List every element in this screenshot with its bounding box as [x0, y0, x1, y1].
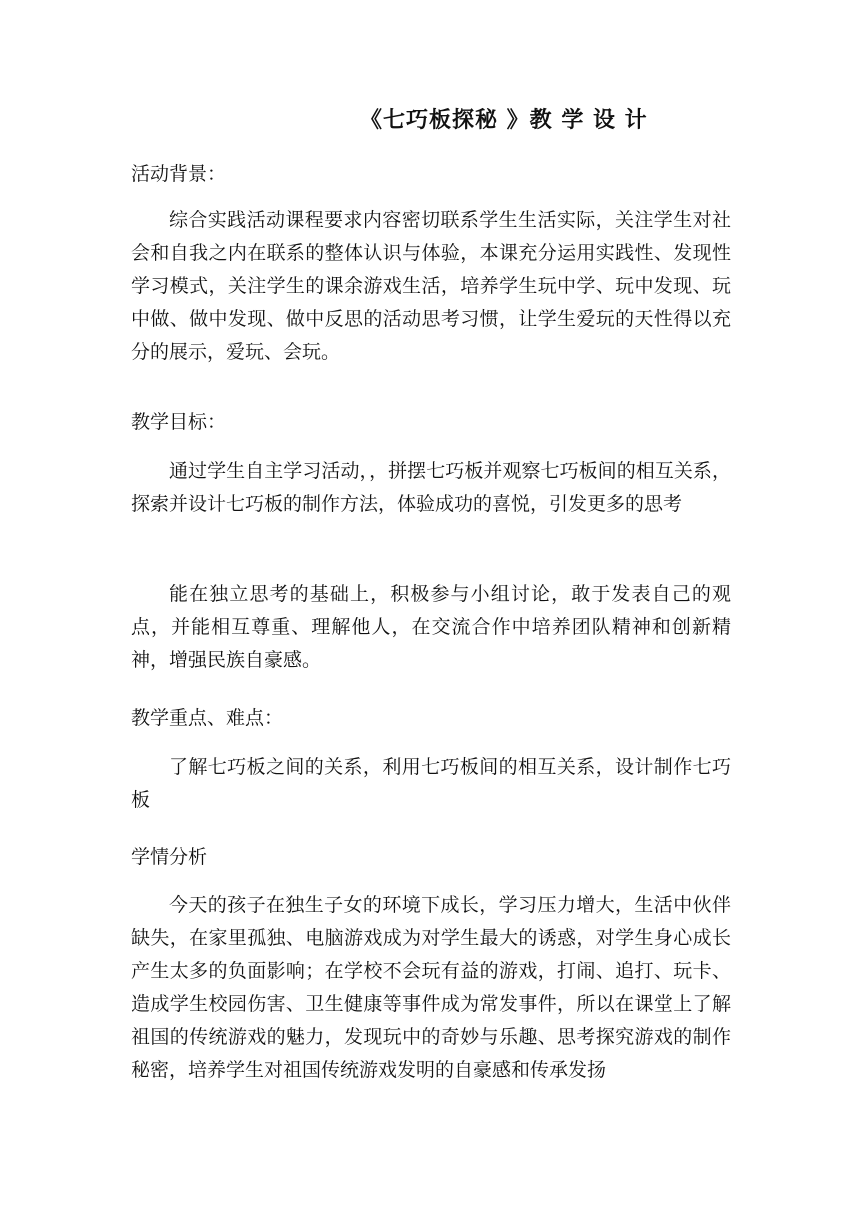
- section-heading-key-points: 教学重点、难点：: [131, 707, 284, 729]
- paragraph-key-points: 了解七巧板之间的关系，利用七巧板间的相互关系，设计制作七巧板: [131, 756, 731, 811]
- paragraph-objectives-2: 能在独立思考的基础上，积极参与小组讨论，敢于发表自己的观点，并能相互尊重、理解他人，在交流合作中培养团队精神和创新精神，增强民族自豪感。: [131, 583, 731, 671]
- paragraph-background: 综合实践活动课程要求内容密切联系学生生活实际，关注学生对社会和自我之内在联系的整体认识与体验，本课充分运用实践性、发现性学习模式，关注学生的课余游戏生活，培养学生玩中学、玩中发现、玩中做、做中发现、做中反思的活动思考习惯，让学生爱玩的天性得以充分的展示，爱玩、会玩。: [131, 209, 731, 363]
- paragraph-objectives-1: 通过学生自主学习活动，，拼摆七巧板并观察七巧板间的相互关系，探索并设计七巧板的制作方法，体验成功的喜悦，引发更多的思考: [131, 460, 731, 515]
- section-heading-analysis: 学情分析: [131, 846, 208, 868]
- document-title: 《七巧板探秘 》教 学 设 计: [360, 107, 648, 133]
- section-heading-background: 活动背景：: [131, 163, 227, 185]
- paragraph-analysis: 今天的孩子在独生子女的环境下成长，学习压力增大，生活中伙伴缺失，在家里孤独、电脑游戏成为对学生最大的诱惑，对学生身心成长产生太多的负面影响；在学校不会玩有益的游戏，打闹、追打、玩卡、造成学生校园伤害、卫生健康等事件成为常发事件，所以在课堂上了解祖国的传统游戏的魅力，发现玩中的奇妙与乐趣、思考探究游戏的制作秘密，培养学生对祖国传统游戏发明的自豪感和传承发扬: [131, 894, 731, 1081]
- section-heading-objectives: 教学目标：: [131, 411, 227, 433]
